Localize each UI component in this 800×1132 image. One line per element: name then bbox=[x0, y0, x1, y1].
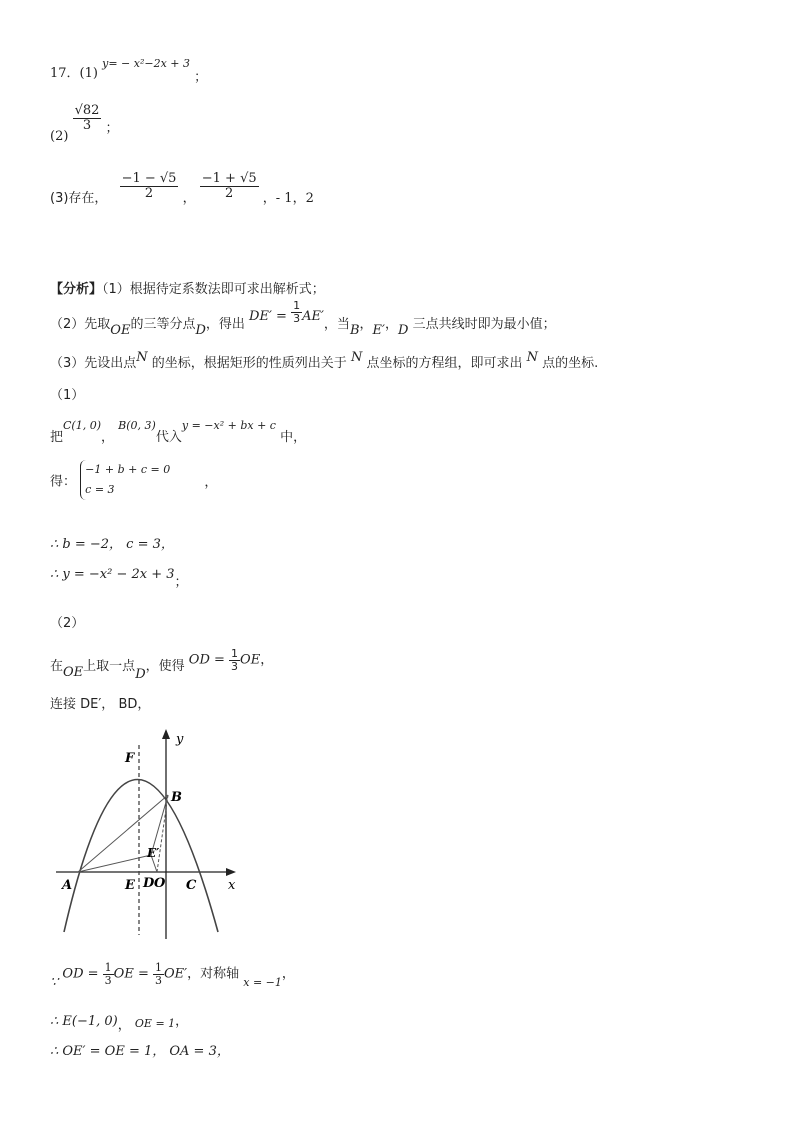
equation-2: c = 3 bbox=[85, 483, 115, 496]
label-x: x bbox=[228, 878, 236, 893]
solution-1-b-point: B(0, 3) bbox=[118, 419, 156, 432]
answer-2-tail: ； bbox=[105, 120, 119, 136]
answer-3-fraction-2-num: −1 + √5 bbox=[201, 171, 257, 186]
answer-3-fraction-2 bbox=[200, 172, 259, 200]
because-od: OD = bbox=[62, 966, 99, 982]
analysis-line-3-part-b: 的坐标，根据矩形的性质列出关于 bbox=[151, 356, 347, 371]
analysis-line-2-part-b: 的三等分点 bbox=[130, 316, 196, 332]
label-f: F bbox=[125, 751, 135, 766]
point-e-coord: ∴ E(−1, 0) bbox=[50, 1014, 118, 1029]
solution-2-take-point bbox=[50, 647, 274, 682]
answer-2-fraction bbox=[73, 104, 102, 132]
segment-a-e-prime bbox=[78, 855, 151, 872]
analysis-line-2-fraction bbox=[291, 300, 302, 324]
analysis-line-2-d: D bbox=[195, 322, 206, 338]
symmetry-axis-tail: ， bbox=[281, 966, 295, 982]
analysis-line-2 bbox=[50, 299, 556, 338]
label-y: y bbox=[176, 732, 184, 747]
solution-1-get-tail: ， bbox=[204, 474, 218, 490]
solution-2-frac-den: 3 bbox=[231, 659, 239, 673]
analysis-line-2-point-b: B bbox=[349, 322, 360, 338]
solution-1-result-2-formula: ∴ y = −x² − 2x + 3 bbox=[50, 567, 175, 582]
because-oe: OE = bbox=[113, 966, 149, 982]
point-e-line bbox=[50, 1010, 189, 1033]
solution-2-take-c: ，使得 bbox=[145, 658, 185, 674]
analysis-heading: 【分析】 bbox=[50, 282, 103, 297]
answer-part-3 bbox=[50, 171, 314, 206]
analysis-line-2-part-e: 三点共线时即为最小值； bbox=[412, 316, 556, 332]
analysis-line-2-part-d: ，当 bbox=[323, 316, 350, 332]
equation-1: −1 + b + c = 0 bbox=[85, 463, 171, 476]
label-d: D bbox=[143, 876, 155, 891]
label-b: B bbox=[171, 790, 182, 805]
label-c: C bbox=[186, 878, 197, 893]
solution-2-fraction bbox=[229, 648, 240, 672]
answer-3-fraction-1-den: 2 bbox=[144, 185, 154, 201]
label-o: O bbox=[154, 876, 166, 891]
solution-1-result-1: ∴ b = −2， c = 3， bbox=[50, 537, 174, 552]
answer-1-formula: y= − x²−2x + 3 bbox=[102, 57, 190, 70]
because-frac-2-num: 1 bbox=[155, 961, 162, 974]
analysis-line-3-n2: N bbox=[350, 350, 363, 365]
solution-2-take-tail: ， bbox=[260, 652, 274, 668]
label-e: E bbox=[125, 878, 135, 893]
equation-system bbox=[80, 460, 170, 500]
solution-2-connect: 连接 DE′， BD， bbox=[50, 697, 151, 712]
analysis-line-2-frac-num: 1 bbox=[293, 299, 301, 312]
answer-1-tail: ； bbox=[194, 70, 208, 85]
point-e-sep: ， bbox=[117, 1018, 131, 1033]
point-e-oe: OE = 1 bbox=[134, 1017, 176, 1030]
analysis-line-2-part-a: （2）先取 bbox=[50, 316, 111, 332]
solution-1-sub-b: 代入 bbox=[155, 430, 182, 445]
solution-2-label: （2） bbox=[50, 616, 85, 631]
answer-1-label: 17．(1) bbox=[50, 66, 98, 81]
solution-2-take-a: 在 bbox=[50, 658, 64, 674]
because-frac-1-num: 1 bbox=[104, 961, 112, 974]
symmetry-axis-equation: x = −1 bbox=[243, 975, 282, 989]
analysis-line-3-n3: N bbox=[526, 350, 538, 365]
solution-2-formula-left: OD = bbox=[188, 652, 225, 668]
segment-a-b bbox=[78, 795, 168, 872]
solution-2-take-oe: OE bbox=[63, 664, 84, 680]
label-e-prime: E′ bbox=[147, 846, 160, 860]
analysis-line-2-point-d: D bbox=[397, 322, 409, 338]
analysis-line-1 bbox=[50, 278, 325, 297]
analysis-line-2-comma-2: ， bbox=[384, 316, 398, 332]
label-a: A bbox=[62, 878, 73, 893]
analysis-line-3-part-a: （3）先设出点 bbox=[50, 356, 137, 371]
answer-3-fraction-1 bbox=[120, 172, 179, 200]
solution-2-frac-num: 1 bbox=[231, 647, 239, 660]
analysis-line-3-n1: N bbox=[136, 350, 148, 365]
analysis-line-3-part-d: 点的坐标. bbox=[542, 356, 599, 371]
because-oe-prime: OE′ bbox=[164, 966, 188, 982]
solution-1-label: （1） bbox=[50, 388, 85, 403]
answer-part-1 bbox=[50, 57, 208, 85]
solution-1-system bbox=[50, 460, 217, 500]
solution-1-sep: ， bbox=[101, 430, 115, 445]
analysis-line-2-oe: OE bbox=[110, 322, 131, 338]
analysis-line-2-formula-left: DE′ = bbox=[249, 308, 287, 324]
solution-2-formula-right: OE bbox=[240, 652, 261, 668]
x-axis-arrow bbox=[226, 868, 236, 876]
solution-1-result-2 bbox=[50, 563, 188, 590]
point-e-tail: ， bbox=[175, 1014, 189, 1029]
because-frac-2 bbox=[153, 962, 164, 986]
answer-3-label: (3)存在， bbox=[50, 190, 108, 206]
because-symbol: ∵ bbox=[50, 974, 59, 990]
analysis-line-2-comma-1: ， bbox=[359, 316, 373, 332]
solution-1-sub-c: 中， bbox=[280, 430, 307, 445]
because-frac-1 bbox=[103, 962, 114, 986]
solution-2-take-b: 上取一点 bbox=[83, 658, 136, 674]
answer-2-denominator: 3 bbox=[82, 117, 92, 133]
solution-2-take-d: D bbox=[135, 666, 146, 682]
analysis-line-2-point-e: E′ bbox=[372, 322, 385, 338]
answer-part-2 bbox=[50, 103, 119, 144]
symmetry-axis-text: ，对称轴 bbox=[187, 966, 240, 982]
parabola-figure bbox=[50, 727, 250, 942]
final-line: ∴ OE′ = OE = 1， OA = 3， bbox=[50, 1044, 230, 1059]
answer-3-fraction-1-num: −1 − √5 bbox=[121, 171, 177, 186]
because-frac-2-den: 3 bbox=[155, 973, 162, 987]
analysis-line-2-formula-right: AE′ bbox=[302, 308, 324, 324]
analysis-line-1-text: （1）根据待定系数法即可求出解析式； bbox=[102, 282, 325, 297]
answer-3-fraction-2-den: 2 bbox=[225, 185, 234, 201]
because-frac-1-den: 3 bbox=[104, 973, 112, 987]
solution-1-substitute bbox=[50, 414, 307, 445]
solution-1-c-point: C(1, 0) bbox=[63, 419, 102, 432]
y-axis-arrow bbox=[162, 729, 170, 739]
analysis-line-3 bbox=[50, 352, 598, 371]
solution-1-formula: y = −x² + bx + c bbox=[181, 419, 276, 432]
solution-1-result-2-tail: ； bbox=[174, 575, 188, 590]
analysis-line-3-part-c: 点坐标的方程组，即可求出 bbox=[366, 356, 523, 371]
because-line bbox=[50, 961, 295, 990]
solution-1-sub-a: 把 bbox=[50, 430, 64, 445]
analysis-line-2-frac-den: 3 bbox=[293, 311, 301, 325]
answer-2-label: (2) bbox=[50, 128, 69, 144]
parabola-curve bbox=[64, 780, 218, 933]
answer-3-rest: ，- 1，2 bbox=[262, 190, 314, 206]
answer-3-sep: ， bbox=[182, 190, 196, 206]
answer-2-numerator: √82 bbox=[74, 103, 100, 118]
analysis-line-2-part-c: ，得出 bbox=[205, 316, 245, 332]
solution-1-get: 得： bbox=[50, 474, 77, 490]
